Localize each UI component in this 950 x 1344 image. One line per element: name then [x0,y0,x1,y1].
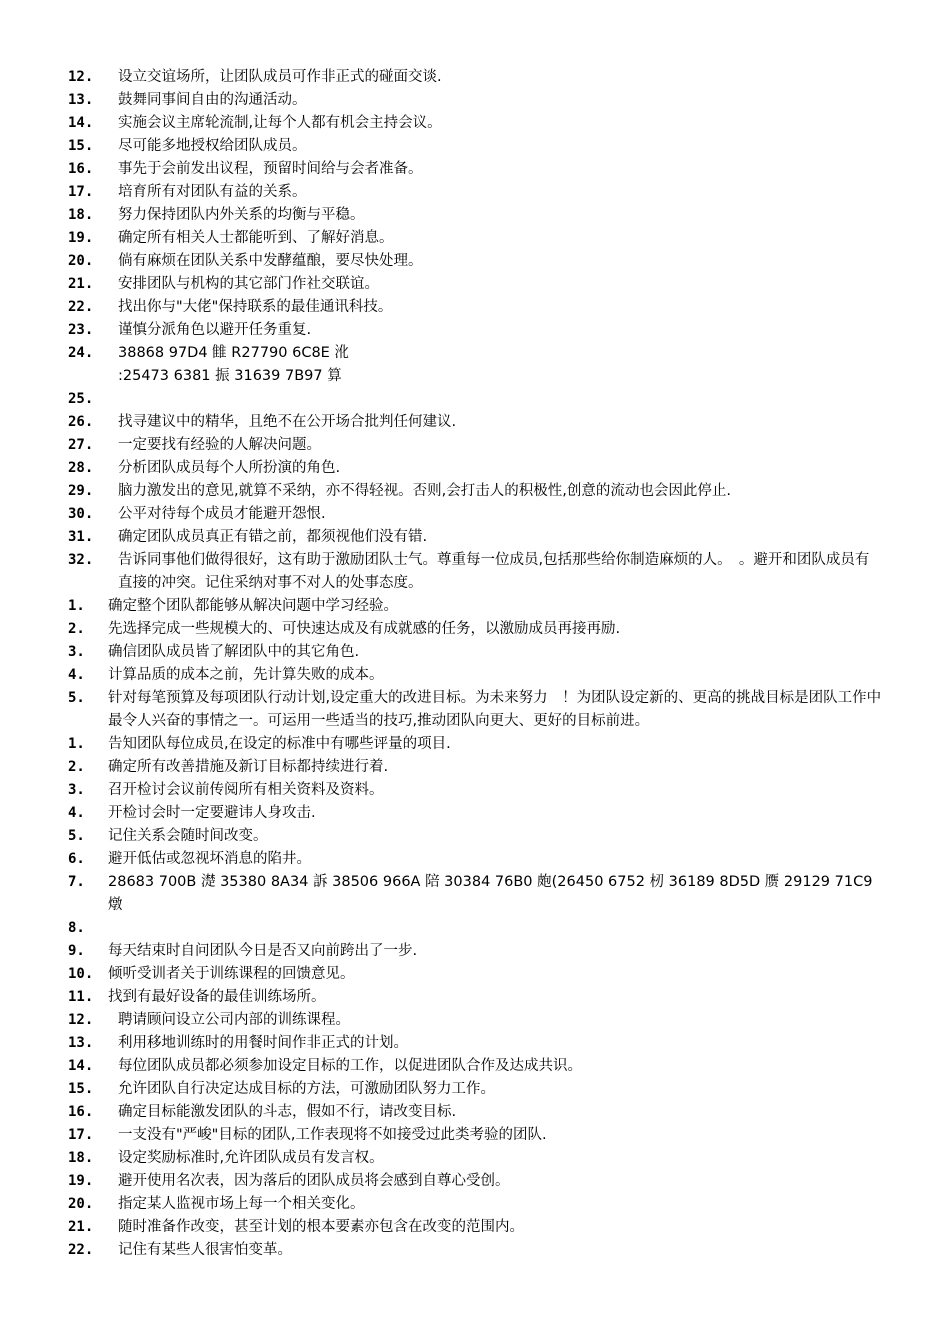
list-item [0,1147,950,1170]
list-item [0,733,950,756]
item-number: 4. [68,667,85,683]
item-text: 计算品质的成本之前，先计算失败的成本。 [108,667,384,683]
list-item [0,158,950,181]
item-number: 8. [68,920,85,936]
list-item [0,319,950,342]
item-text: 找寻建议中的精华，且绝不在公开场合批判任何建议. [118,414,457,430]
item-text: 设立交谊场所，让团队成员可作非正式的碰面交谈. [118,69,442,85]
list-item [0,89,950,112]
item-text: 确定整个团队都能够从解决问题中学习经验。 [108,598,398,614]
item-text: 允许团队自行决定达成目标的方法，可激励团队努力工作。 [118,1081,495,1097]
item-text: 谨慎分派角色以避开任务重复. [118,322,312,338]
item-number: 5. [68,690,85,706]
list-item [0,434,950,457]
item-text: 实施会议主席轮流制,让每个人都有机会主持会议。 [118,115,442,131]
item-text: 安排团队与机构的其它部门作社交联谊。 [118,276,379,292]
item-text: 鼓舞同事间自由的沟通活动。 [118,92,307,108]
list-item [0,687,950,733]
item-number: 25. [68,391,94,407]
list-item [0,917,950,940]
list-item [0,779,950,802]
list-item [0,1193,950,1216]
item-number: 22. [68,299,94,315]
item-number: 2. [68,621,85,637]
item-text: 公平对待每个成员才能避开怨恨. [118,506,326,522]
item-text: 脑力激发出的意见,就算不采纳，亦不得轻视。否则,会打击人的积极性,创意的流动也会因此停止. [118,483,731,499]
item-number: 1. [68,736,85,752]
item-text: 倾听受训者关于训练课程的回馈意见。 [108,966,355,982]
item-text: 事先于会前发出议程，预留时间给与会者准备。 [118,161,423,177]
item-number: 17. [68,184,94,200]
list-item [0,526,950,549]
list-item [0,480,950,503]
list-item [0,1101,950,1124]
item-number: 15. [68,1081,94,1097]
item-number: 17. [68,1127,94,1143]
list-item [0,1009,950,1032]
list-item [0,549,950,595]
item-number: 22. [68,1242,94,1258]
document-page [0,66,950,1262]
item-text: 倘有麻烦在团队关系中发酵蕴酿，要尽快处理。 [118,253,423,269]
item-number: 19. [68,230,94,246]
list-item [0,503,950,526]
list-item [0,342,950,388]
item-number: 27. [68,437,94,453]
item-number: 13. [68,1035,94,1051]
item-text: 利用移地训练时的用餐时间作非正式的计划。 [118,1035,408,1051]
item-text: 确定团队成员真正有错之前，都须视他们没有错. [118,529,428,545]
item-number: 1. [68,598,85,614]
list-item [0,1216,950,1239]
item-text: 记住有某些人很害怕变革。 [118,1242,292,1258]
item-text: 28683 700B 濋 35380 8A34 訴 38506 966A 陪 30384 76B0 皰(26450 6752 杒 36189 8D5D 赝 29129 71C9 燉 [108,874,878,913]
list-item [0,848,950,871]
list-item [0,250,950,273]
item-number: 29. [68,483,94,499]
list-item [0,1078,950,1101]
item-number: 21. [68,276,94,292]
item-text: 38868 97D4 雔 R27790 6C8E 沎 :25473 6381 振 31639 7B97 算 [118,345,349,384]
item-text: 一定要找有经验的人解决问题。 [118,437,321,453]
list-item [0,66,950,89]
list-item [0,1124,950,1147]
item-text: 一支没有"严峻"目标的团队,工作表现将不如接受过此类考验的团队. [118,1127,547,1143]
item-text: 尽可能多地授权给团队成员。 [118,138,307,154]
list-item [0,986,950,1009]
item-text: 找到有最好设备的最佳训练场所。 [108,989,326,1005]
list-item [0,457,950,480]
list-item [0,963,950,986]
item-text: 开检讨会时一定要避讳人身攻击. [108,805,316,821]
item-number: 3. [68,782,85,798]
list-item [0,664,950,687]
item-number: 19. [68,1173,94,1189]
item-text: 随时准备作改变，甚至计划的根本要素亦包含在改变的范围内。 [118,1219,524,1235]
item-number: 18. [68,1150,94,1166]
item-number: 4. [68,805,85,821]
item-number: 20. [68,253,94,269]
item-text: 记住关系会随时间改变。 [108,828,268,844]
item-number: 32. [68,552,94,568]
item-number: 9. [68,943,85,959]
list-item [0,296,950,319]
item-text: 确定所有相关人士都能听到、了解好消息。 [118,230,394,246]
list-item [0,802,950,825]
item-number: 6. [68,851,85,867]
item-number: 30. [68,506,94,522]
list-item [0,595,950,618]
item-number: 3. [68,644,85,660]
item-text: 指定某人监视市场上每一个相关变化。 [118,1196,365,1212]
item-number: 13. [68,92,94,108]
list-item [0,871,950,917]
item-text: 避开低估或忽视坏消息的陷井。 [108,851,311,867]
list-item [0,940,950,963]
item-text: 避开使用名次表，因为落后的团队成员将会感到自尊心受创。 [118,1173,510,1189]
item-text: 针对每笔预算及每项团队行动计划,设定重大的改进目标。为未来努力 ！为团队设定新的、更高的挑战目标是团队工作中最令人兴奋的事情之一。可运用一些适当的技巧,推动团队向更大、更好的目标前进。 [108,690,882,729]
item-text: 确信团队成员皆了解团队中的其它角色. [108,644,360,660]
list-item [0,756,950,779]
item-number: 14. [68,1058,94,1074]
item-text: 确定所有改善措施及新订目标都持续进行着. [108,759,389,775]
item-number: 28. [68,460,94,476]
item-number: 12. [68,1012,94,1028]
list-item [0,112,950,135]
item-number: 14. [68,115,94,131]
list-item [0,181,950,204]
item-text: 每天结束时自问团队今日是否又向前跨出了一步. [108,943,418,959]
list-item [0,825,950,848]
list-item [0,388,950,411]
item-text: 聘请顾问设立公司内部的训练课程。 [118,1012,350,1028]
list-item [0,227,950,250]
item-number: 20. [68,1196,94,1212]
list-item [0,204,950,227]
item-number: 5. [68,828,85,844]
item-text: 告诉同事他们做得很好，这有助于激励团队士气。尊重每一位成员,包括那些给你制造麻烦的人。 。避开和团队成员有直接的冲突。记住采纳对事不对人的处事态度。 [118,552,870,591]
item-number: 2. [68,759,85,775]
list-item [0,618,950,641]
item-number: 16. [68,1104,94,1120]
list-item [0,411,950,434]
list-item [0,1055,950,1078]
list-item [0,641,950,664]
item-text: 告知团队每位成员,在设定的标准中有哪些评量的项目. [108,736,451,752]
list-item [0,273,950,296]
item-number: 7. [68,874,85,890]
item-text: 每位团队成员都必须参加设定目标的工作，以促进团队合作及达成共识。 [118,1058,582,1074]
list-item [0,135,950,158]
list-item [0,1032,950,1055]
item-number: 26. [68,414,94,430]
item-number: 31. [68,529,94,545]
list-item [0,1170,950,1193]
item-text: 找出你与"大佬"保持联系的最佳通讯科技。 [118,299,393,315]
item-number: 15. [68,138,94,154]
item-number: 12. [68,69,94,85]
item-number: 24. [68,345,94,361]
item-text: 先选择完成一些规模大的、可快速达成及有成就感的任务，以激励成员再接再励. [108,621,621,637]
item-text: 培育所有对团队有益的关系。 [118,184,307,200]
item-text: 确定目标能激发团队的斗志，假如不行，请改变目标. [118,1104,457,1120]
item-text: 分析团队成员每个人所扮演的角色. [118,460,341,476]
item-number: 18. [68,207,94,223]
item-text: 设定奖励标准时,允许团队成员有发言权。 [118,1150,384,1166]
item-text: 召开检讨会议前传阅所有相关资料及资料。 [108,782,384,798]
list-item [0,1239,950,1262]
item-number: 21. [68,1219,94,1235]
item-number: 23. [68,322,94,338]
item-number: 10. [68,966,94,982]
item-number: 16. [68,161,94,177]
item-number: 11. [68,989,94,1005]
item-text: 努力保持团队内外关系的均衡与平稳。 [118,207,365,223]
